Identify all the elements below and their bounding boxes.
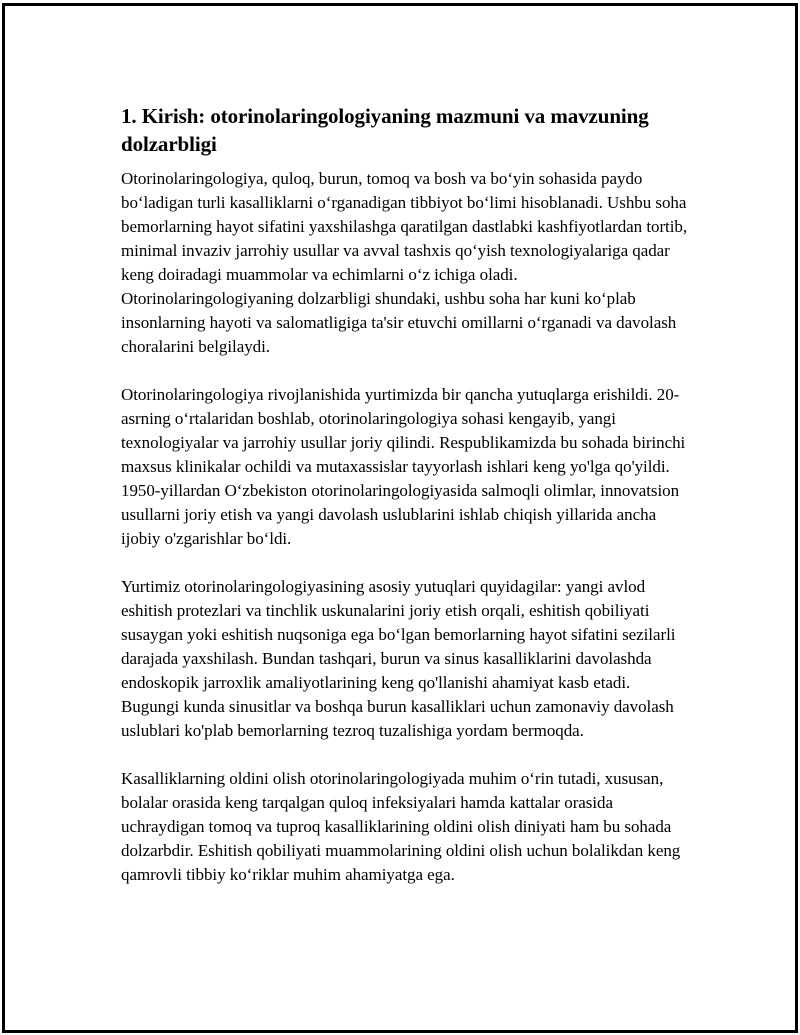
- paragraph-history: Otorinolaringologiya rivojlanishida yurtimizda bir qancha yutuqlarga erishildi. 20-asrning o‘rtalaridan boshlab, otorinolaringologiya sohasi kengayib, yangi texnologiyalar va jarrohiy usullar joriy qilindi. Respublikamizda bu sohada birinchi maxsus klinikalar ochildi va mutaxassislar tayyorlash ishlari keng yo'lga qo'yildi. 1950-yillardan O‘zbekiston otorinolaringologiyasida salmoqli olimlar, innovatsion usullarni joriy etish va yangi davolash uslublarini ishlab chiqish yillarida ancha ijobiy o'zgarishlar bo‘ldi.: [121, 385, 686, 548]
- paragraph-prevention: Kasalliklarning oldini olish otorinolaringologiyada muhim o‘rin tutadi, xususan, bolalar orasida keng tarqalgan quloq infeksiyalari hamda kattalar orasida uchraydigan tomoq va tuproq kasalliklarining oldini olish diniyati ham bu sohada dolzarbdir. Eshitish qobiliyati muammolarining oldini olish uchun bolalikdan keng qamrovli tibbiy ko‘riklar muhim ahamiyatga ega.: [121, 769, 681, 884]
- page-frame: [2, 3, 798, 1033]
- paragraph-achievements: Yurtimiz otorinolaringologiyasining asosiy yutuqlari quyidagilar: yangi avlod eshitish protezlari va tinchlik uskunalarini joriy etish orqali, eshitish qobiliyati susaygan yoki eshitish nuqsoniga ega bo‘lgan bemorlarning hayot sifatini sezilarli darajada yaxshilash. Bundan tashqari, burun va sinus kasalliklarini davolashda endoskopik jarroxlik amaliyotlarining keng qo'llanishi ahamiyat kasb etadi. Bugungi kunda sinusitlar va boshqa burun kasalliklari uchun zamonaviy davolash uslublari ko'plab bemorlarning tezroq tuzalishiga yordam bermoqda.: [121, 577, 676, 740]
- section-heading: 1. Kirish: otorinolaringologiyaning mazmuni va mavzuning dolzarbligi: [121, 104, 649, 156]
- paragraph-intro: Otorinolaringologiya, quloq, burun, tomoq va bosh va bo‘yin sohasida paydo bo‘ladigan turli kasalliklarni o‘rganadigan tibbiyot bo‘limi hisoblanadi. Ushbu soha bemorlarning hayot sifatini yaxshilashga qaratilgan dastlabki kashfiyotlardan tortib, minimal invaziv jarrohiy usullar va avval tashxis qo‘yish texnologiyalariga qadar keng doiradagi muammolar va echimlarni o‘z ichiga oladi. Otorinolaringologiyaning dolzarbligi shundaki, ushbu soha har kuni ko‘plab insonlarning hayoti va salomatligiga ta'sir etuvchi omillarni o‘rganadi va davolash choralarini belgilaydi.: [121, 169, 688, 356]
- document-body: [121, 102, 691, 887]
